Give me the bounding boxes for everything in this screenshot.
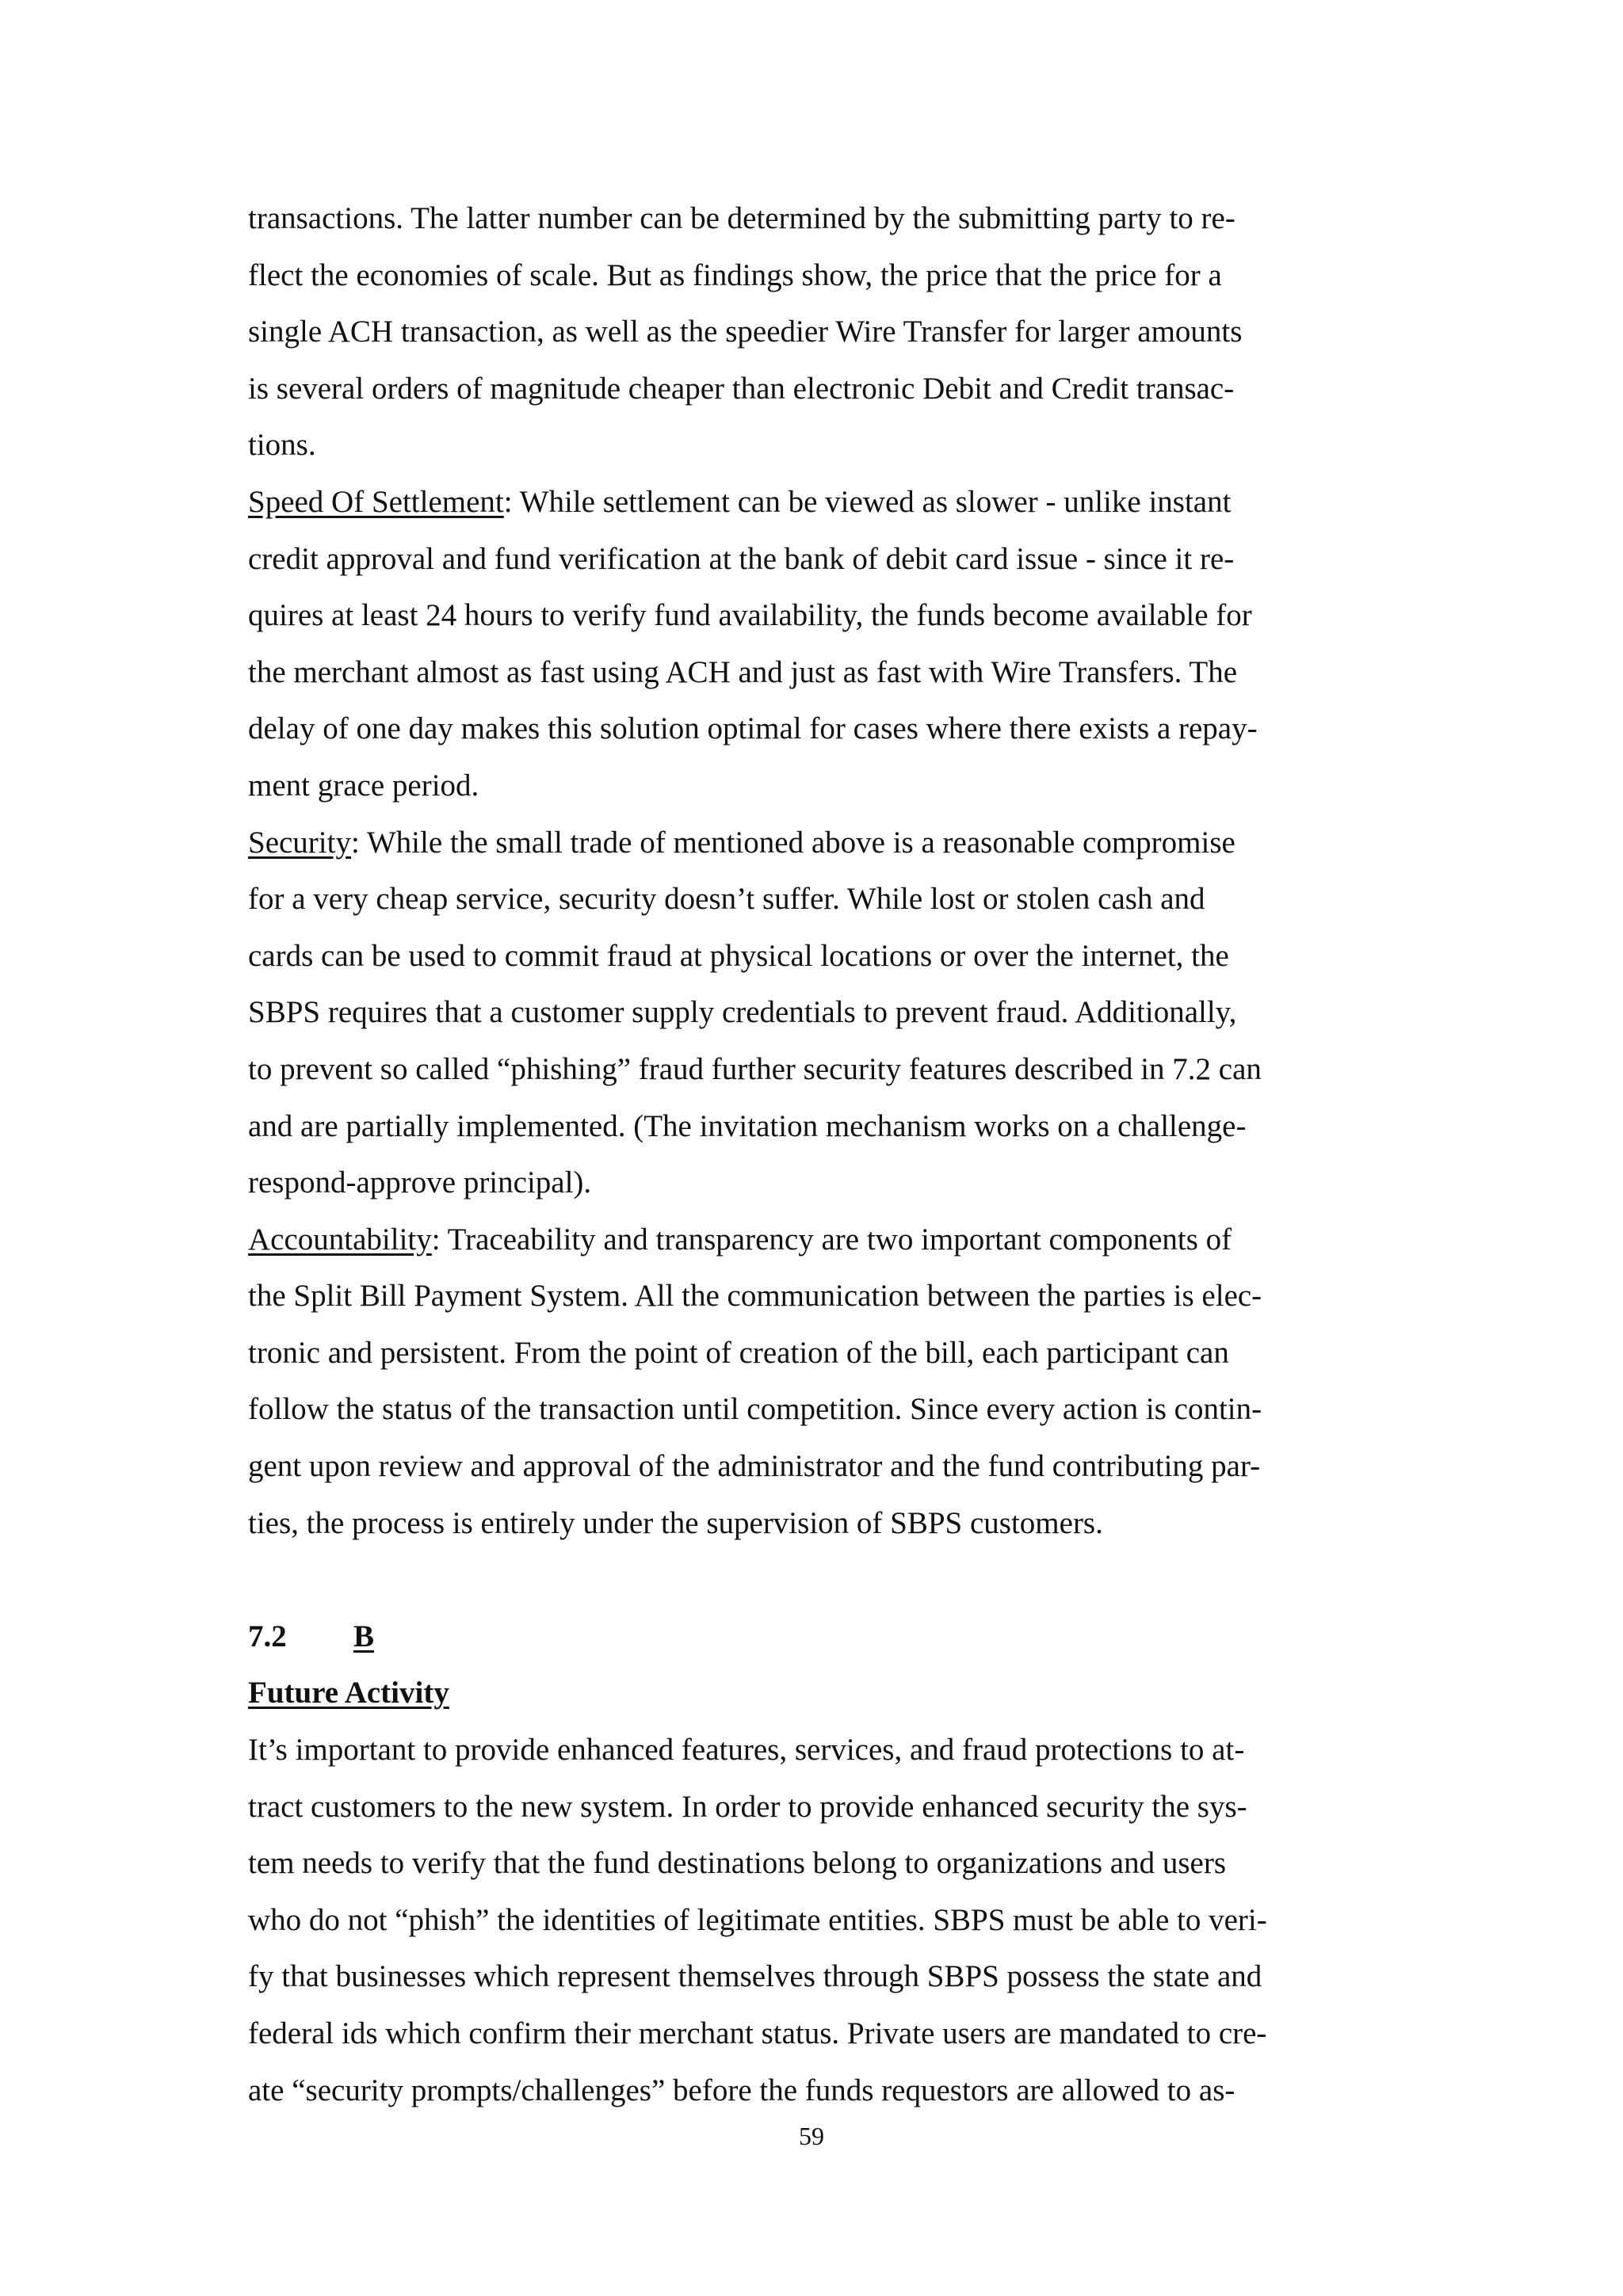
section-number-line: [248, 1608, 1334, 1665]
text-line: is several orders of magnitude cheaper than electronic Debit and Credit transac-: [248, 371, 1235, 406]
term-speed-of-settlement: Speed Of Settlement: [248, 484, 504, 519]
text-line: and are partially implemented. (The invitation mechanism works on a challenge-: [248, 1108, 1247, 1143]
term-security: Security: [248, 825, 351, 860]
section-title-line: [248, 1665, 1334, 1722]
text-line: tions.: [248, 428, 316, 463]
text-line: delay of one day makes this solution optimal for cases where there exists a repay-: [248, 711, 1258, 746]
text-line: ate “security prompts/challenges” before the funds requestors are allowed to as-: [248, 2073, 1235, 2107]
paragraph-accountability: [248, 1211, 1334, 1552]
section-heading: [248, 1608, 1334, 1722]
text-line: ment grace period.: [248, 768, 479, 803]
text-line: to prevent so called “phishing” fraud further security features described in 7.2 can: [248, 1051, 1262, 1086]
text-line: follow the status of the transaction until competition. Since every action is contin-: [248, 1392, 1262, 1427]
section-letter: B: [353, 1619, 375, 1653]
text-line: quires at least 24 hours to verify fund availability, the funds become available for: [248, 598, 1252, 633]
paragraph-transaction-cost: [248, 190, 1334, 474]
text-line: tronic and persistent. From the point of creation of the bill, each participant can: [248, 1335, 1229, 1370]
text-line: the merchant almost as fast using ACH and just as fast with Wire Transfers. The: [248, 654, 1238, 689]
text-line: for a very cheap service, security doesn’t suffer. While lost or stolen cash and: [248, 882, 1205, 917]
text-line: gent upon review and approval of the administrator and the fund contributing par-: [248, 1449, 1261, 1484]
term-accountability: Accountability: [248, 1222, 432, 1257]
text-fragment: : While settlement can be viewed as slower - unlike instant: [503, 484, 1232, 519]
paragraph-security: [248, 814, 1334, 1211]
text-line: federal ids which confirm their merchant status. Private users are mandated to cre-: [248, 2016, 1267, 2050]
text-line: ties, the process is entirely under the supervision of SBPS customers.: [248, 1505, 1103, 1540]
paragraph-future-activity: [248, 1722, 1334, 2119]
text-fragment: : While the small trade of mentioned above is a reasonable compromise: [350, 825, 1235, 860]
text-line: respond-approve principal).: [248, 1165, 592, 1200]
text-line: the Split Bill Payment System. All the communication between the parties is elec-: [248, 1279, 1262, 1314]
text-line: transactions. The latter number can be determined by the submitting party to re-: [248, 201, 1235, 235]
text-line: [248, 474, 1334, 531]
text-line: flect the economies of scale. But as findings show, the price that the price for a: [248, 257, 1222, 292]
page-number: 59: [799, 2122, 824, 2150]
text-line: [248, 1211, 1334, 1268]
body-text: [248, 190, 1334, 2119]
section-spacer: [248, 1551, 1334, 1608]
text-line: tem needs to verify that the fund destinations belong to organizations and users: [248, 1846, 1227, 1881]
text-line: fy that businesses which represent themselves through SBPS possess the state and: [248, 1959, 1262, 1994]
text-line: SBPS requires that a customer supply credentials to prevent fraud. Additionally,: [248, 995, 1237, 1030]
text-line: [248, 814, 1334, 871]
paragraph-speed-of-settlement: [248, 474, 1334, 814]
text-line: It’s important to provide enhanced features, services, and fraud protections to at-: [248, 1733, 1245, 1768]
text-line: tract customers to the new system. In order to provide enhanced security the sys-: [248, 1789, 1247, 1824]
text-line: credit approval and fund verification at the bank of debit card issue - since it re-: [248, 541, 1235, 576]
text-fragment: : Traceability and transparency are two important components of: [431, 1222, 1232, 1257]
text-line: single ACH transaction, as well as the speedier Wire Transfer for larger amounts: [248, 315, 1243, 349]
text-line: cards can be used to commit fraud at physical locations or over the internet, the: [248, 938, 1229, 973]
section-number: 7.2: [248, 1619, 287, 1653]
text-line: who do not “phish” the identities of legitimate entities. SBPS must be able to veri-: [248, 1902, 1267, 1937]
section-title: Future Activity: [248, 1676, 449, 1711]
